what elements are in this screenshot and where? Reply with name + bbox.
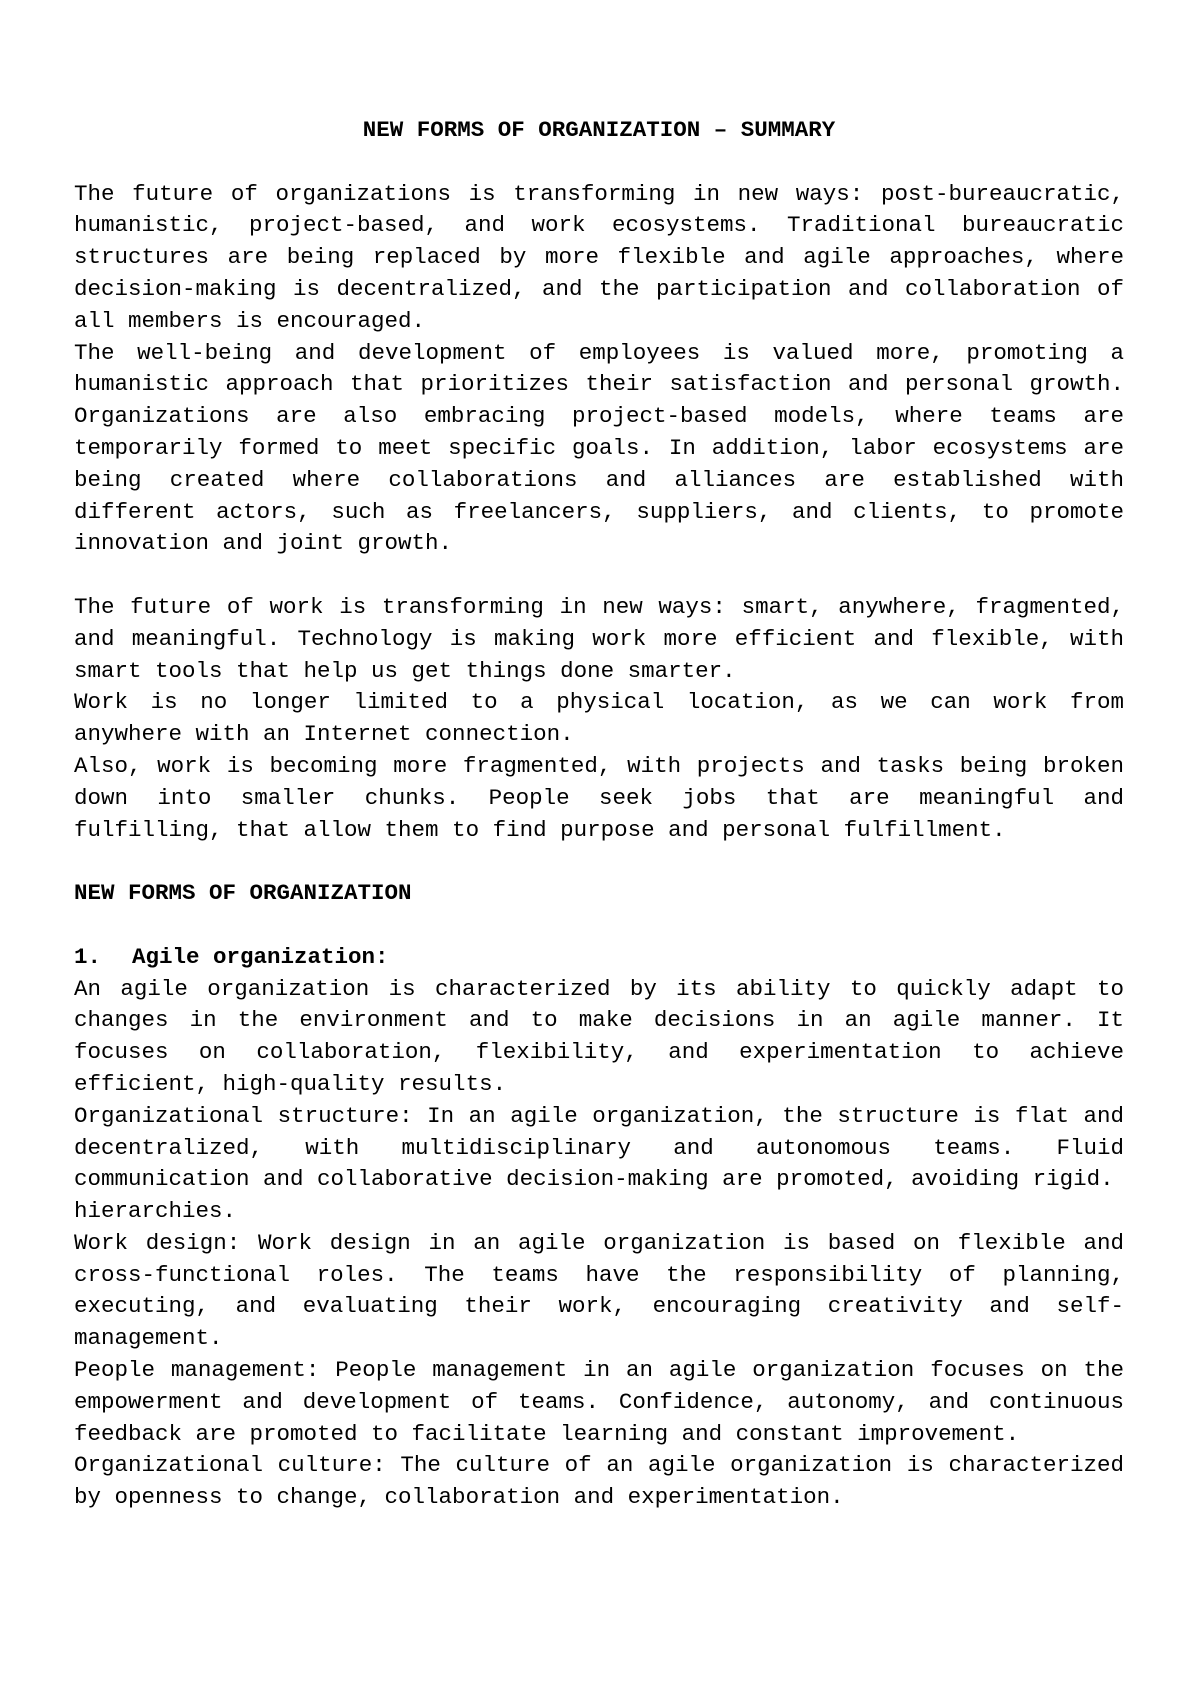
intro-paragraph-1: The future of organizations is transforming in new ways: post-bureaucratic, humanistic, project-based, and work ecosystems. Traditional bureaucratic structures are being replaced by more flexible and agile approaches, where decision-making is decentralized, and the participation and collaboration of all members is encouraged.: [74, 180, 1124, 334]
intro-paragraph-4: Work is no longer limited to a physical location, as we can work from anywhere with an Internet connection.: [74, 689, 1124, 748]
item-paragraph-4: Work design: Work design in an agile organization is based on flexible and cross-functional roles. The teams have the responsibility of planning, executing, and evaluating their work, encouraging creativity and self-management.: [74, 1229, 1124, 1352]
item-paragraph-5: People management: People management in an agile organization focuses on the empowerment and development of teams. Confidence, autonomy, and continuous feedback are promoted to facilitate learning and constant improvement.: [74, 1357, 1124, 1447]
intro-paragraph-3: The future of work is transforming in new ways: smart, anywhere, fragmented, and meaningful. Technology is making work more efficient and flexible, with smart tools that help us get things done smarter.: [74, 593, 1124, 684]
intro-paragraph-5: Also, work is becoming more fragmented, with projects and tasks being broken down into smaller chunks. People seek jobs that are meaningful and fulfilling, that allow them to find purpose and personal fulfillment.: [74, 752, 1124, 843]
item-paragraph-2: Organizational structure: In an agile organization, the structure is flat and decentralized, with multidisciplinary and autonomous teams. Fluid communication and collaborative decision-making are promoted, avoiding rigid.: [74, 1102, 1124, 1193]
item-heading: [74, 942, 1124, 974]
item-title: Agile organization:: [132, 943, 389, 970]
section-heading: NEW FORMS OF ORGANIZATION: [74, 880, 412, 907]
spacer: [74, 910, 1124, 942]
spacer: [74, 846, 1124, 878]
item-number: 1.: [74, 943, 102, 970]
document-title: NEW FORMS OF ORGANIZATION – SUMMARY: [362, 117, 836, 143]
item-paragraph-3: hierarchies.: [74, 1198, 237, 1225]
item-paragraph-1: An agile organization is characterized by its ability to quickly adapt to changes in the environment and to make decisions in an agile manner. It focuses on collaboration, flexibility, and experimentation to achieve efficient, high-quality results.: [74, 975, 1124, 1097]
item-paragraph-6: Organizational culture: The culture of an agile organization is characterized by openness to change, collaboration and experimentation.: [74, 1452, 1124, 1511]
intro-paragraph-2: The well-being and development of employees is valued more, promoting a humanistic approach that prioritizes their satisfaction and personal growth. Organizations are also embracing project-based models, where teams are temporarily formed to meet specific goals. In addition, labor ecosystems are being created where collaborations and alliances are established with different actors, such as freelancers, suppliers, and clients, to promote innovation and joint growth.: [74, 339, 1124, 557]
spacer: [74, 147, 1124, 179]
document-body: [74, 115, 1124, 1514]
spacer: [74, 560, 1124, 592]
